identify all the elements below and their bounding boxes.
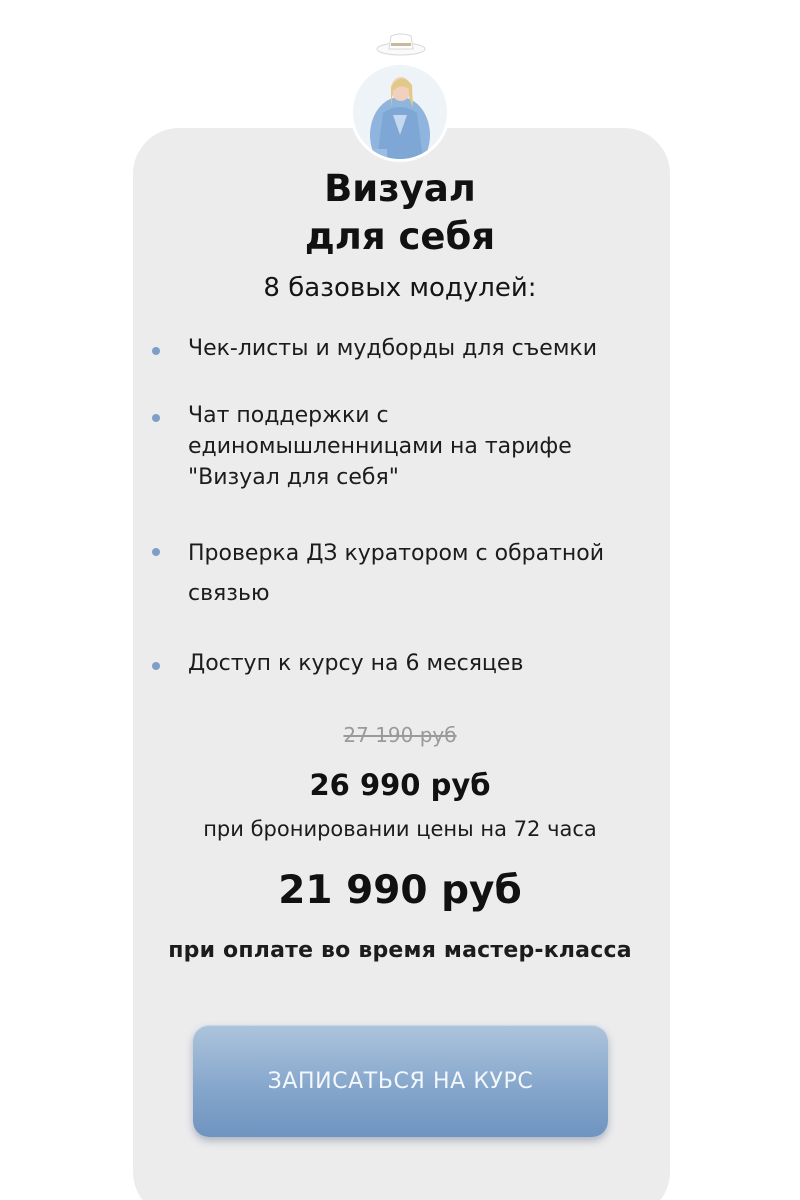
feature-text	[188, 534, 673, 614]
feature-line: единомышленницами на тарифе	[188, 434, 572, 459]
feature-line: Чат поддержки с	[188, 403, 389, 428]
booking-price: 26 990 руб	[309, 768, 491, 802]
bullet-icon	[152, 662, 160, 670]
card-title-line-2: для себя	[304, 215, 496, 258]
modules-subtitle: 8 базовых модулей:	[263, 273, 537, 303]
feature-text	[188, 648, 673, 679]
card-title-line-1: Визуал	[324, 167, 476, 210]
feature-text	[188, 333, 673, 364]
bullet-icon	[152, 347, 160, 355]
bullet-icon	[152, 548, 160, 556]
feature-line: Доступ к курсу на 6 месяцев	[188, 651, 524, 676]
white-hat-icon	[376, 30, 426, 58]
feature-line: Проверка ДЗ куратором с обратной	[188, 541, 605, 566]
enroll-course-button[interactable]	[193, 1025, 608, 1137]
enroll-course-button-label: ЗАПИСАТЬСЯ НА КУРС	[267, 1068, 534, 1094]
master-class-price-note: при оплате во время мастер-класса	[168, 938, 632, 963]
feature-text	[188, 400, 673, 493]
old-price: 27 190 руб	[343, 723, 457, 747]
master-class-price: 21 990 руб	[278, 868, 522, 913]
feature-line: Чек-листы и мудборды для съемки	[188, 336, 598, 361]
feature-line: "Визуал для себя"	[188, 465, 399, 490]
feature-line: связью	[188, 581, 270, 606]
avatar	[353, 65, 447, 159]
bullet-icon	[152, 414, 160, 422]
booking-price-note: при бронировании цены на 72 часа	[203, 817, 597, 841]
person-photo-icon	[353, 65, 447, 159]
